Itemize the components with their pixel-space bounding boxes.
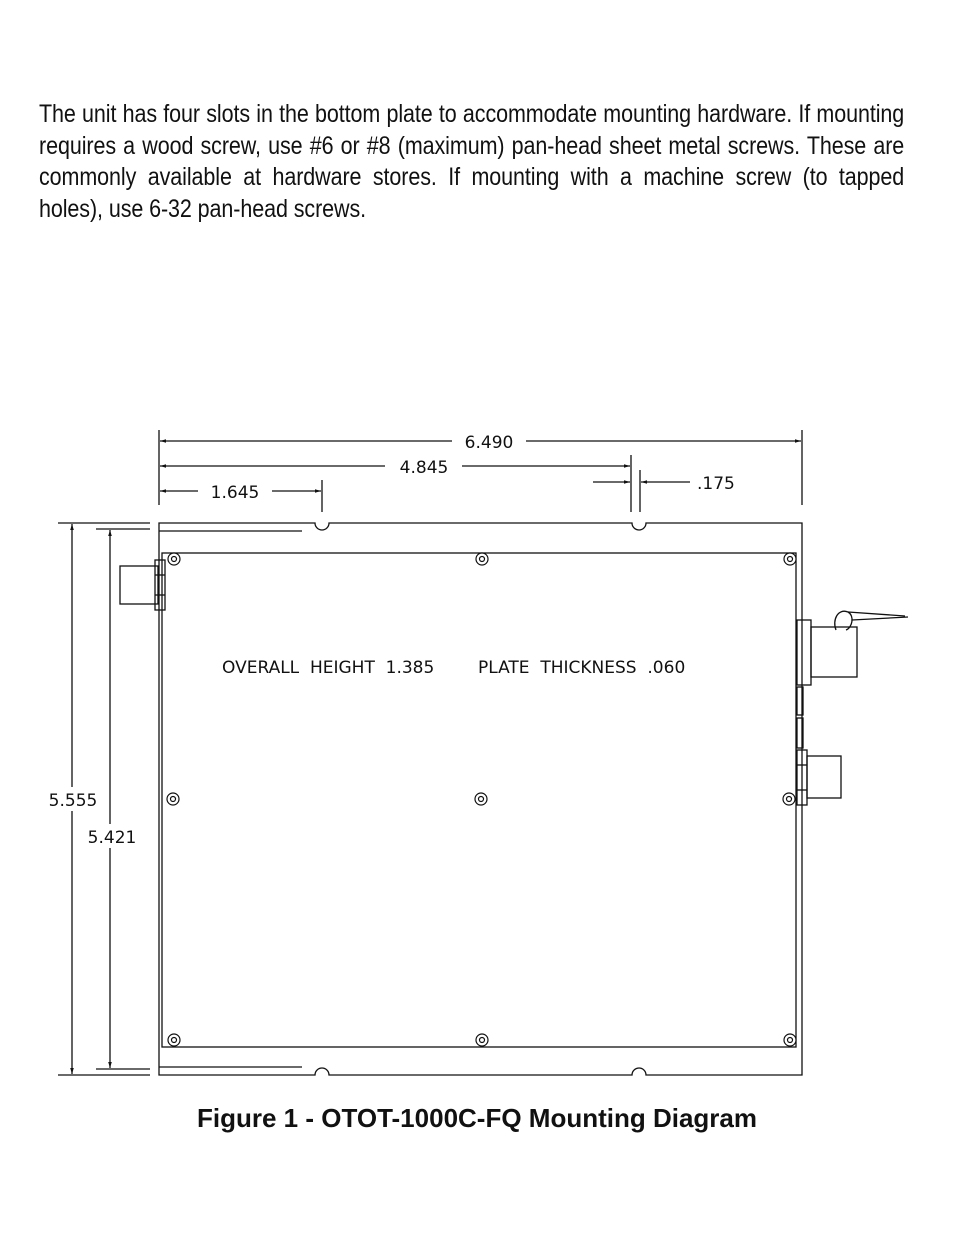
dim-slot-width: .175: [697, 474, 735, 494]
screw-bottom-right: [784, 1034, 796, 1046]
right-connector-body: [811, 627, 857, 677]
screw-mid-left: [167, 793, 179, 805]
screw-top-left: [168, 553, 180, 565]
dim-slot-offset: 1.645: [210, 483, 260, 503]
screw-bottom-left: [168, 1034, 180, 1046]
figure-caption: Figure 1 - OTOT-1000C-FQ Mounting Diagram: [196, 1103, 757, 1133]
note-overall-height: OVERALL HEIGHT 1.385: [222, 658, 435, 678]
cable-lead: [848, 612, 908, 620]
right-connector-flange: [797, 620, 811, 685]
left-connector-body: [120, 566, 158, 604]
dim-inner-depth: 5.421: [87, 828, 137, 848]
dim-overall-width: 6.490: [464, 433, 514, 453]
screw-center: [475, 793, 487, 805]
right-lower-connector-body: [807, 756, 841, 798]
screw-mid-right: [783, 793, 795, 805]
left-connector-nut: [155, 560, 165, 610]
note-plate-thickness: PLATE THICKNESS .060: [478, 658, 686, 678]
dim-slot-span: 4.845: [399, 458, 449, 478]
screw-top-center: [476, 553, 488, 565]
screw-bottom-center: [476, 1034, 488, 1046]
screw-top-right: [784, 553, 796, 565]
dim-overall-depth: 5.555: [48, 791, 98, 811]
mounting-instructions: The unit has four slots in the bottom plate to accommodate mounting hardware. If mounting requires a wood screw, use #6 or #8 (maximum) pan-head sheet metal screws. These are commonly available at hardware stores. If mounting with a machine screw (to tapped holes), use 6-32 pan-head screws.: [39, 100, 905, 223]
